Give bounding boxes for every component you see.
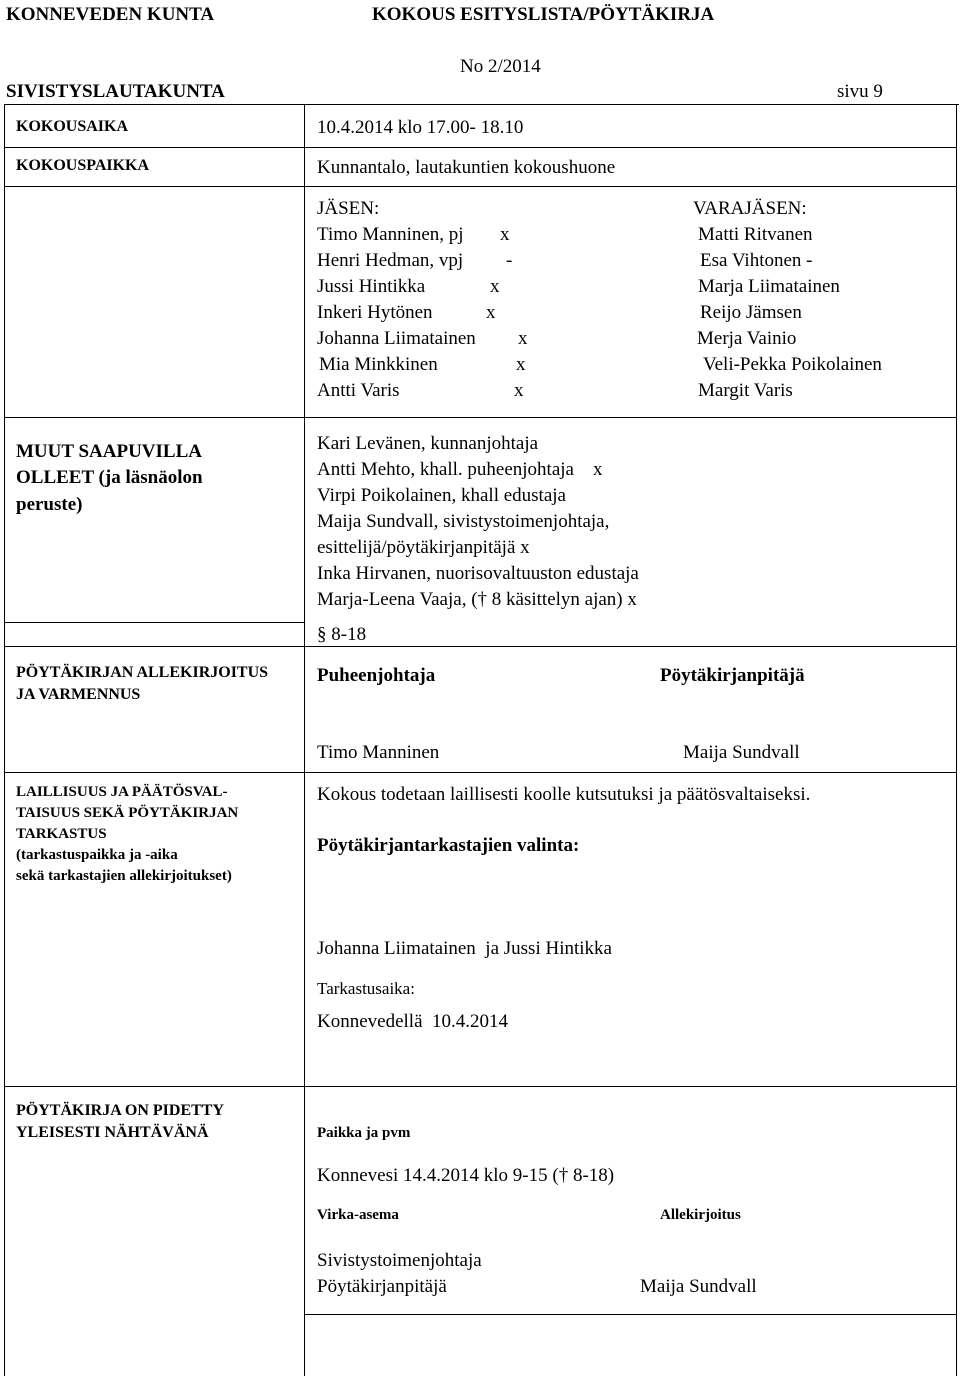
deputy-name: Veli-Pekka Poikolainen [703, 354, 882, 375]
position-line: Sivistystoimenjohtaja [317, 1250, 482, 1271]
document-type: KOKOUS ESITYSLISTA/PÖYTÄKIRJA [372, 4, 715, 25]
member-name: Mia Minkkinen [319, 354, 438, 375]
deputy-name: Esa Vihtonen - [700, 250, 813, 271]
place-date-label: Paikka ja pvm [317, 1125, 411, 1141]
others-label-line: peruste) [16, 494, 83, 515]
secretary-name: Maija Sundvall [683, 742, 800, 763]
legality-label-line: TAISUUS SEKÄ PÖYTÄKIRJAN [16, 805, 239, 821]
meeting-time-value: 10.4.2014 klo 17.00- 18.10 [317, 117, 524, 138]
attendee-line: Antti Mehto, khall. puheenjohtaja x [317, 459, 603, 480]
signature-label-line: JA VARMENNUS [16, 686, 141, 703]
deputy-name: Marja Liimatainen [698, 276, 840, 297]
table-top-border [4, 104, 959, 105]
public-label-line: YLEISESTI NÄHTÄVÄNÄ [16, 1124, 209, 1141]
attendee-line: Marja-Leena Vaaja, († 8 käsittelyn ajan) x [317, 589, 637, 610]
position-line: Pöytäkirjanpitäjä [317, 1276, 447, 1297]
meeting-time-label: KOKOUSAIKA [16, 118, 129, 135]
chair-name: Timo Manninen [317, 742, 440, 763]
others-label-line: OLLEET (ja läsnäolon [16, 467, 203, 488]
municipality-name: KONNEVEDEN KUNTA [6, 4, 215, 25]
row-divider [4, 622, 304, 623]
row-divider [4, 417, 957, 418]
table-left-border [4, 104, 5, 1376]
member-name: Jussi Hintikka [317, 276, 426, 297]
signature-label: Allekirjoitus [660, 1207, 741, 1223]
attendee-line: Inka Hirvanen, nuorisovaltuuston edustaja [317, 563, 639, 584]
public-label-line: PÖYTÄKIRJA ON PIDETTY [16, 1102, 225, 1119]
member-name: Antti Varis [317, 380, 400, 401]
member-name: Johanna Liimatainen [317, 328, 476, 349]
row-divider [304, 1314, 957, 1315]
legality-label-line: (tarkastuspaikka ja -aika [16, 847, 178, 863]
deputy-name: Reijo Jämsen [700, 302, 802, 323]
deputy-name: Merja Vainio [697, 328, 797, 349]
signer-name: Maija Sundvall [640, 1276, 757, 1297]
document-number: No 2/2014 [460, 56, 541, 77]
legality-label-line: TARKASTUS [16, 826, 107, 842]
attendance-mark: x [490, 276, 500, 297]
meeting-place-label: KOKOUSPAIKKA [16, 157, 150, 174]
place-date-value: Konnevesi 14.4.2014 klo 9-15 († 8-18) [317, 1165, 615, 1186]
sections-range: § 8-18 [317, 624, 367, 645]
legality-label-line: sekä tarkastajien allekirjoitukset) [16, 868, 232, 884]
inspectors-heading: Pöytäkirjantarkastajien valinta: [317, 835, 580, 856]
row-divider [4, 1086, 957, 1087]
attendance-mark: x [500, 224, 510, 245]
signature-label-line: PÖYTÄKIRJAN ALLEKIRJOITUS [16, 664, 269, 681]
deputy-name: Margit Varis [698, 380, 793, 401]
position-label: Virka-asema [317, 1207, 399, 1223]
deputy-name: Matti Ritvanen [698, 224, 813, 245]
attendee-line: Maija Sundvall, sivistystoimenjohtaja, [317, 511, 610, 532]
attendance-mark: x [514, 380, 524, 401]
legality-label-line: LAILLISUUS JA PÄÄTÖSVAL- [16, 784, 228, 800]
row-divider [4, 147, 957, 148]
page-number: sivu 9 [837, 81, 883, 102]
table-column-divider [304, 104, 305, 1376]
row-divider [4, 186, 957, 187]
member-name: Henri Hedman, vpj [317, 250, 464, 271]
inspection-place-date: Konnevedellä 10.4.2014 [317, 1011, 509, 1032]
row-divider [4, 772, 957, 773]
committee-name: SIVISTYSLAUTAKUNTA [6, 81, 225, 102]
deputy-heading: VARAJÄSEN: [693, 198, 807, 219]
attendance-mark: x [516, 354, 526, 375]
inspectors-names: Johanna Liimatainen ja Jussi Hintikka [317, 938, 612, 959]
attendee-line: Virpi Poikolainen, khall edustaja [317, 485, 566, 506]
member-heading: JÄSEN: [317, 198, 380, 219]
inspection-time-label: Tarkastusaika: [317, 979, 415, 998]
table-right-border [956, 104, 957, 1376]
meeting-place-value: Kunnantalo, lautakuntien kokoushuone [317, 157, 616, 178]
row-divider [4, 646, 957, 647]
member-name: Timo Manninen, pj [317, 224, 464, 245]
legality-statement: Kokous todetaan laillisesti koolle kutsutuksi ja päätösvaltaiseksi. [317, 784, 811, 805]
secretary-title: Pöytäkirjanpitäjä [660, 665, 805, 686]
attendee-line: Kari Levänen, kunnanjohtaja [317, 433, 539, 454]
others-label-line: MUUT SAAPUVILLA [16, 441, 202, 462]
attendance-mark: - [506, 250, 513, 271]
attendance-mark: x [486, 302, 496, 323]
chair-title: Puheenjohtaja [317, 665, 436, 686]
attendance-mark: x [518, 328, 528, 349]
member-name: Inkeri Hytönen [317, 302, 433, 323]
attendee-line: esittelijä/pöytäkirjanpitäjä x [317, 537, 530, 558]
